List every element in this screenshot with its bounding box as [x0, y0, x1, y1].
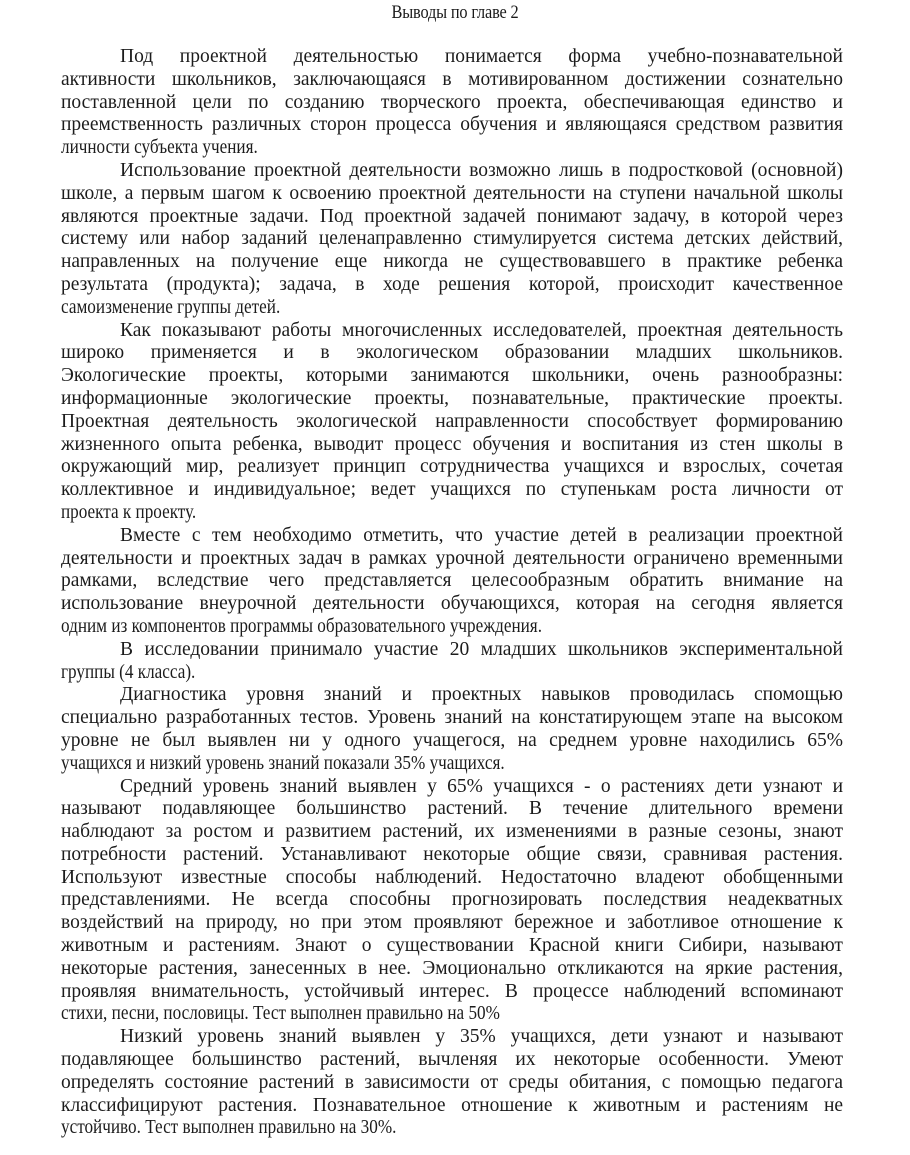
text-line [61, 912, 843, 935]
text-line-content: Вместе с тем необходимо отметить, что участие детей в реализации проектной [120, 524, 843, 546]
text-line-content: определять состояние растений в зависимости от среды обитания, с помощью педагога [61, 1071, 844, 1093]
text-line-content: Использование проектной деятельности возможно лишь в подростковой (основной) [120, 159, 843, 181]
text-line-content: проекта к проекту. [61, 501, 197, 523]
text-line [61, 1095, 843, 1118]
text-line [61, 46, 843, 69]
text-line-content: группы (4 класса). [61, 661, 196, 683]
text-line [61, 684, 843, 707]
text-line [61, 434, 843, 457]
text-line-content: поставленной цели по созданию творческого проекта, обеспечивающая единство и [61, 91, 843, 113]
text-line [61, 228, 843, 251]
text-line-content: деятельности и проектных задач в рамках урочной деятельности ограничено временными [61, 547, 843, 569]
text-line-content: специально разработанных тестов. Уровень знаний на констатирующем этапе на высоком [61, 707, 844, 729]
text-line-content: наблюдают за ростом и развитием растений, их изменениями в разные сезоны, знают [61, 821, 843, 843]
text-line-content: направленных на получение еще никогда не существовавшего в практике ребенка [61, 251, 844, 273]
text-line-content: Средний уровень знаний выявлен у 65% учащихся - о растениях дети узнают и [120, 775, 844, 797]
text-line-content: активности школьников, заключающаяся в мотивированном достижении сознательно [61, 68, 843, 90]
text-line [61, 548, 843, 571]
text-line [61, 662, 843, 685]
text-line-content: уровне не был выявлен ни у одного учащегося, на среднем уровне находились 65% [61, 729, 844, 751]
text-line [61, 1026, 843, 1049]
text-line-content: одним из компонентов программы образовательного учреждения. [61, 615, 543, 637]
text-line [61, 456, 843, 479]
text-line [61, 616, 843, 639]
text-line [61, 867, 843, 890]
text-line-content: окружающий мир, реализует принцип сотрудничества учащихся и взрослых, сочетая [61, 456, 843, 478]
text-line [61, 753, 843, 776]
text-line-content: некоторые растения, занесенных в нее. Эмоционально откликаются на яркие растения, [61, 957, 844, 979]
text-line-content: Низкий уровень знаний выявлен у 35% учащихся, дети узнают и называют [120, 1026, 844, 1048]
text-line-content: животным и растениям. Знают о существовании Красной книги Сибири, называют [61, 935, 843, 957]
text-line [61, 274, 843, 297]
text-line [61, 160, 843, 183]
text-line [61, 776, 843, 799]
text-line [61, 502, 843, 525]
text-line-content: широко применяется и в экологическом образовании младших школьников. [61, 342, 844, 364]
text-line [61, 251, 843, 274]
text-line [61, 798, 843, 821]
text-line-content: Под проектной деятельностью понимается форма учебно-познавательной [120, 46, 843, 67]
text-line-content: Диагностика уровня знаний и проектных навыков проводилась спомощью [120, 684, 843, 706]
text-line [61, 889, 843, 912]
text-line-content: потребности растений. Устанавливают некоторые общие связи, сравнивая растения. [61, 843, 844, 865]
text-line [61, 525, 843, 548]
text-line-content: Используют известные способы наблюдений. Недостаточно владеют обобщенными [61, 866, 844, 888]
text-line-content: стихи, песни, пословицы. Тест выполнен правильно на 50% [61, 1003, 500, 1025]
paragraph [61, 320, 843, 525]
text-line-content: информационные экологические проекты, познавательные, практические проекты. [61, 387, 843, 409]
text-line [61, 981, 843, 1004]
paragraph [61, 1026, 843, 1140]
text-line-content: В исследовании принимало участие 20 младших школьников экспериментальной [120, 638, 843, 660]
text-line-content: рамками, вследствие чего представляется целесообразным обратить внимание на [61, 570, 843, 592]
text-line [61, 69, 843, 92]
paragraph [61, 776, 843, 1027]
text-line-content: Как показывают работы многочисленных исследователей, проектная деятельность [120, 319, 843, 341]
text-line [61, 1003, 843, 1026]
text-line-content: самоизменение группы детей. [61, 296, 281, 318]
text-line [61, 342, 843, 365]
text-line [61, 388, 843, 411]
text-line [61, 844, 843, 867]
text-line [61, 320, 843, 343]
text-line [61, 593, 843, 616]
text-line-content: преемственность различных сторон процесса обучения и являющаяся средством развития [61, 114, 844, 136]
text-line [61, 411, 843, 434]
text-line-content: классифицируют растения. Познавательное отношение к животным и растениям не [61, 1094, 844, 1116]
text-line-content: подавляющее большинство растений, вычленяя их некоторые особенности. Умеют [61, 1049, 844, 1071]
text-line [61, 1117, 843, 1140]
page-title: Выводы по главе 2 [391, 2, 519, 23]
text-line-content: являются проектные задачи. Под проектной задачей понимают задачу, в которой через [61, 205, 843, 227]
text-line [61, 1072, 843, 1095]
text-line-content: проявляя внимательность, устойчивый интерес. В процессе наблюдений вспоминают [61, 980, 843, 1002]
text-line [61, 479, 843, 502]
text-line [61, 206, 843, 229]
text-line [61, 570, 843, 593]
text-line-content: называют подавляющее большинство растений. В течение длительного времени [61, 798, 844, 820]
text-line [61, 707, 843, 730]
paragraph [61, 639, 843, 685]
paragraph [61, 525, 843, 639]
paragraph [61, 160, 843, 320]
text-line-content: личности субъекта учения. [61, 137, 258, 159]
text-line [61, 365, 843, 388]
text-line [61, 639, 843, 662]
text-line-content: жизненного опыта ребенка, выводит процесс обучения и воспитания из стен школы в [61, 433, 843, 455]
document-body [61, 46, 843, 1140]
paragraph [61, 684, 843, 775]
text-line [61, 137, 843, 160]
text-line [61, 821, 843, 844]
text-line-content: учащихся и низкий уровень знаний показали 35% учащихся. [61, 752, 505, 774]
text-line-content: результата (продукта); задача, в ходе решения которой, происходит качественное [61, 273, 844, 295]
text-line-content: воздействий на природу, но при этом проявляют бережное и заботливое отношение к [61, 912, 844, 934]
text-line [61, 92, 843, 115]
text-line [61, 730, 843, 753]
text-line-content: школе, а первым шагом к освоению проектной деятельности на ступени начальной школы [61, 182, 844, 204]
text-line-content: устойчиво. Тест выполнен правильно на 30%. [61, 1117, 397, 1139]
text-line-content: систему или набор заданий целенаправленно стимулируется система детских действий, [61, 228, 844, 250]
text-line-content: использование внеурочной деятельности обучающихся, которая на сегодня является [61, 593, 844, 615]
text-line-content: представлениями. Не всегда способны прогнозировать последствия неадекватных [61, 889, 843, 911]
paragraph [61, 46, 843, 160]
text-line [61, 183, 843, 206]
text-line [61, 114, 843, 137]
text-line [61, 297, 843, 320]
text-line-content: Проектная деятельность экологической направленности способствует формированию [61, 410, 843, 432]
text-line [61, 935, 843, 958]
text-line [61, 958, 843, 981]
text-line-content: Экологические проекты, которыми занимаются школьники, очень разнообразны: [61, 365, 843, 387]
text-line [61, 1049, 843, 1072]
text-line-content: коллективное и индивидуальное; ведет учащихся по ступенькам роста личности от [61, 479, 844, 501]
